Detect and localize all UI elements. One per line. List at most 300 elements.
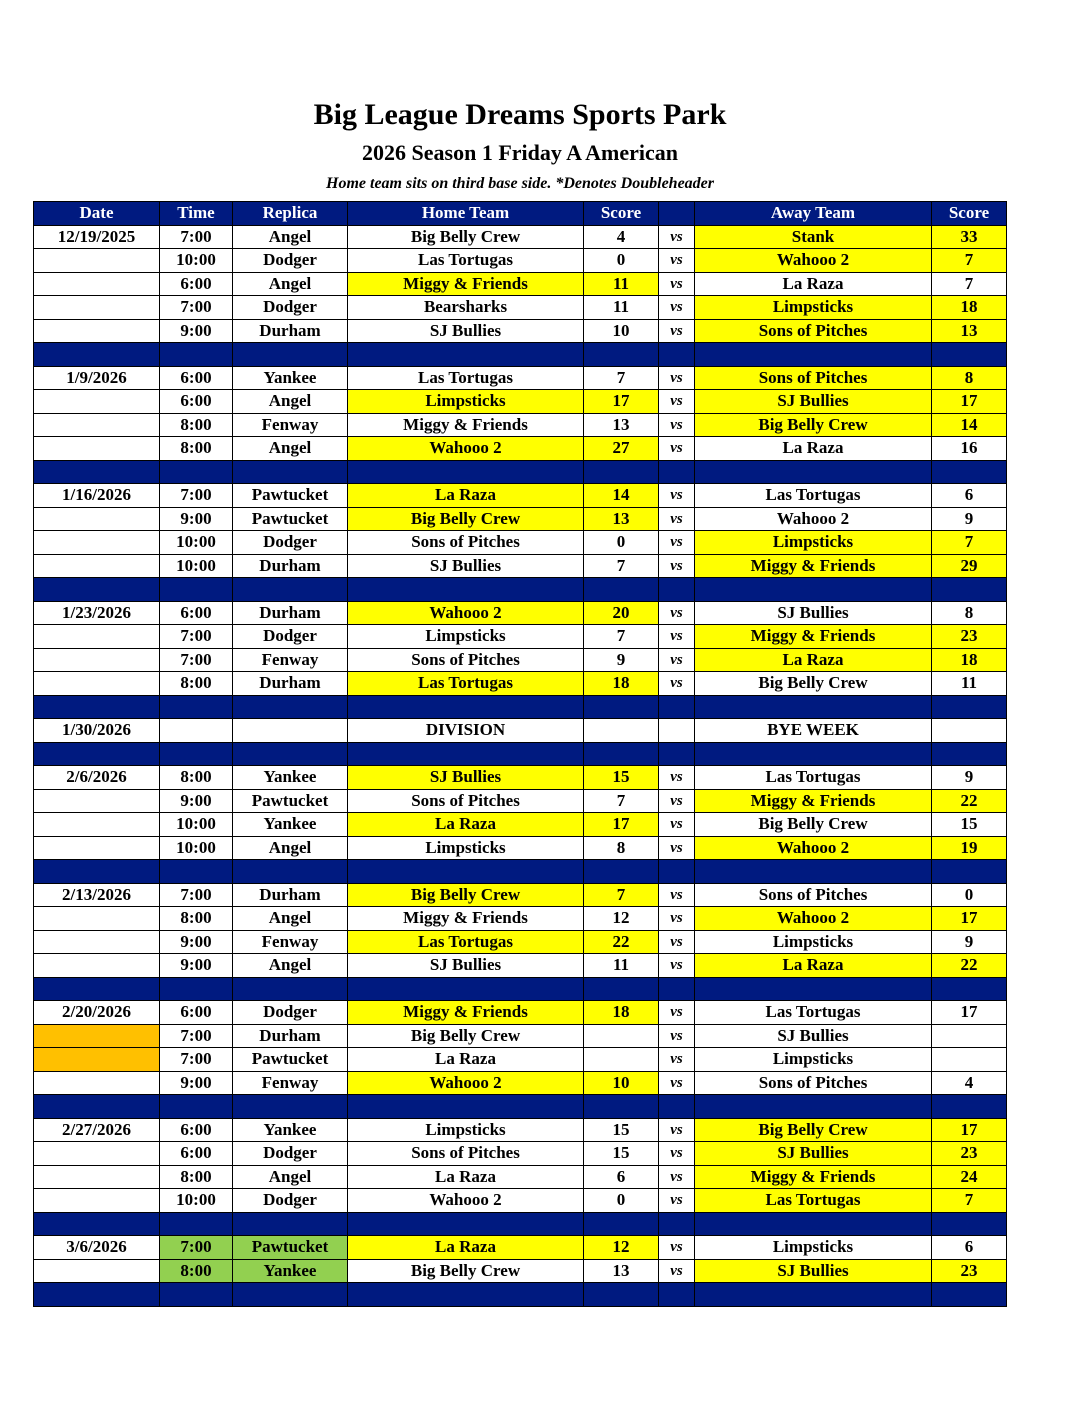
home-team-cell: Big Belly Crew [348,225,584,249]
away-score-cell: 6 [932,484,1007,508]
separator-cell [932,1212,1007,1236]
replica-cell: Dodger [233,1001,348,1025]
separator-cell [233,695,348,719]
away-score-cell: 23 [932,625,1007,649]
home-score-cell [584,719,659,743]
away-team-cell: Sons of Pitches [695,883,932,907]
away-score-cell: 22 [932,954,1007,978]
home-team-cell: Wahooo 2 [348,1071,584,1095]
away-team-cell: Wahooo 2 [695,907,932,931]
date-cell: 1/30/2026 [34,719,160,743]
table-row [34,719,1007,743]
away-team-cell: Big Belly Crew [695,813,932,837]
time-cell: 8:00 [160,672,233,696]
vs-cell: vs [659,1165,695,1189]
time-cell: 9:00 [160,507,233,531]
vs-cell: vs [659,1236,695,1260]
time-cell: 9:00 [160,930,233,954]
home-team-cell: Sons of Pitches [348,648,584,672]
home-score-cell: 15 [584,1118,659,1142]
away-score-cell: 9 [932,507,1007,531]
away-team-cell: La Raza [695,954,932,978]
away-score-cell: 14 [932,413,1007,437]
home-team-cell: Wahooo 2 [348,437,584,461]
separator-cell [659,343,695,367]
time-cell: 10:00 [160,554,233,578]
separator-row [34,578,1007,602]
separator-cell [932,977,1007,1001]
separator-cell [659,860,695,884]
separator-cell [348,860,584,884]
time-cell: 6:00 [160,366,233,390]
vs-cell: vs [659,813,695,837]
date-cell [34,531,160,555]
date-cell [34,813,160,837]
replica-cell: Durham [233,601,348,625]
table-row [34,1165,1007,1189]
replica-cell: Yankee [233,1118,348,1142]
home-score-cell: 14 [584,484,659,508]
separator-cell [932,578,1007,602]
col-header-away-score: Score [932,202,1007,226]
date-cell [34,1048,160,1072]
away-team-cell: Sons of Pitches [695,366,932,390]
separator-cell [233,1212,348,1236]
home-team-cell: Wahooo 2 [348,601,584,625]
replica-cell: Pawtucket [233,1048,348,1072]
separator-row [34,1212,1007,1236]
vs-cell: vs [659,1071,695,1095]
home-team-cell: Sons of Pitches [348,1142,584,1166]
replica-cell: Durham [233,672,348,696]
table-row [34,883,1007,907]
table-row [34,766,1007,790]
table-row [34,625,1007,649]
separator-cell [584,860,659,884]
away-team-cell: Las Tortugas [695,1189,932,1213]
separator-cell [233,1283,348,1307]
separator-cell [695,742,932,766]
separator-row [34,343,1007,367]
home-score-cell: 4 [584,225,659,249]
separator-cell [233,742,348,766]
home-score-cell: 18 [584,1001,659,1025]
separator-row [34,1095,1007,1119]
table-row [34,413,1007,437]
home-score-cell: 10 [584,319,659,343]
time-cell: 6:00 [160,1142,233,1166]
time-cell: 7:00 [160,648,233,672]
away-score-cell: 15 [932,813,1007,837]
separator-cell [160,1095,233,1119]
date-cell: 12/19/2025 [34,225,160,249]
home-score-cell: 8 [584,836,659,860]
away-team-cell: Wahooo 2 [695,507,932,531]
table-row [34,437,1007,461]
away-team-cell: SJ Bullies [695,1142,932,1166]
schedule-body [34,225,1007,1306]
table-row [34,672,1007,696]
table-row [34,1236,1007,1260]
separator-cell [34,860,160,884]
separator-cell [233,343,348,367]
table-row [34,1071,1007,1095]
home-score-cell: 15 [584,1142,659,1166]
vs-cell: vs [659,225,695,249]
table-row [34,296,1007,320]
home-score-cell: 7 [584,366,659,390]
home-score-cell: 20 [584,601,659,625]
vs-cell: vs [659,1048,695,1072]
home-team-cell: Miggy & Friends [348,413,584,437]
table-row [34,1259,1007,1283]
date-cell: 2/13/2026 [34,883,160,907]
replica-cell: Pawtucket [233,1236,348,1260]
separator-cell [695,860,932,884]
separator-cell [233,977,348,1001]
date-cell [34,1142,160,1166]
home-team-cell: Big Belly Crew [348,507,584,531]
separator-cell [348,343,584,367]
away-team-cell: Big Belly Crew [695,413,932,437]
separator-cell [659,578,695,602]
home-team-cell: La Raza [348,484,584,508]
separator-cell [160,977,233,1001]
replica-cell: Dodger [233,625,348,649]
away-team-cell: La Raza [695,437,932,461]
home-team-cell: Sons of Pitches [348,789,584,813]
separator-cell [584,742,659,766]
away-team-cell: Limpsticks [695,1236,932,1260]
date-cell [34,554,160,578]
table-row [34,1048,1007,1072]
replica-cell: Angel [233,954,348,978]
away-team-cell: SJ Bullies [695,1259,932,1283]
separator-cell [160,742,233,766]
separator-cell [584,578,659,602]
home-score-cell: 13 [584,1259,659,1283]
home-score-cell: 7 [584,554,659,578]
separator-cell [160,578,233,602]
away-team-cell: SJ Bullies [695,1024,932,1048]
away-score-cell: 18 [932,648,1007,672]
away-score-cell: 8 [932,601,1007,625]
col-header-away-team: Away Team [695,202,932,226]
vs-cell [659,719,695,743]
away-team-cell: Las Tortugas [695,484,932,508]
home-score-cell: 15 [584,766,659,790]
separator-cell [348,742,584,766]
home-score-cell: 7 [584,789,659,813]
separator-cell [348,1095,584,1119]
time-cell: 9:00 [160,954,233,978]
away-team-cell: Sons of Pitches [695,1071,932,1095]
separator-cell [34,1095,160,1119]
vs-cell: vs [659,954,695,978]
separator-cell [695,977,932,1001]
replica-cell: Pawtucket [233,789,348,813]
time-cell: 8:00 [160,413,233,437]
table-row [34,1118,1007,1142]
separator-cell [348,1212,584,1236]
time-cell: 9:00 [160,789,233,813]
home-team-cell: Miggy & Friends [348,907,584,931]
time-cell: 6:00 [160,272,233,296]
home-score-cell: 17 [584,390,659,414]
table-row [34,954,1007,978]
table-row [34,789,1007,813]
home-score-cell: 6 [584,1165,659,1189]
date-cell: 2/6/2026 [34,766,160,790]
home-score-cell: 9 [584,648,659,672]
replica-cell: Angel [233,437,348,461]
away-team-cell: Limpsticks [695,1048,932,1072]
col-header-home-team: Home Team [348,202,584,226]
separator-cell [932,695,1007,719]
away-score-cell [932,1024,1007,1048]
separator-cell [659,1212,695,1236]
away-score-cell: 23 [932,1259,1007,1283]
col-header-vs [659,202,695,226]
vs-cell: vs [659,907,695,931]
away-team-cell: Big Belly Crew [695,672,932,696]
home-score-cell: 11 [584,296,659,320]
time-cell: 10:00 [160,813,233,837]
away-score-cell: 33 [932,225,1007,249]
separator-cell [584,695,659,719]
home-team-cell: La Raza [348,813,584,837]
separator-cell [34,742,160,766]
home-score-cell: 10 [584,1071,659,1095]
separator-cell [348,1283,584,1307]
home-team-cell: Sons of Pitches [348,531,584,555]
home-score-cell: 22 [584,930,659,954]
home-team-cell: Las Tortugas [348,366,584,390]
table-row [34,1142,1007,1166]
home-team-cell: Limpsticks [348,625,584,649]
time-cell: 6:00 [160,1001,233,1025]
away-score-cell: 17 [932,1001,1007,1025]
time-cell: 10:00 [160,531,233,555]
separator-cell [233,578,348,602]
table-row [34,507,1007,531]
replica-cell: Fenway [233,1071,348,1095]
table-row [34,272,1007,296]
replica-cell: Pawtucket [233,507,348,531]
home-score-cell: 0 [584,1189,659,1213]
home-team-cell: SJ Bullies [348,319,584,343]
separator-cell [34,977,160,1001]
separator-row [34,742,1007,766]
separator-row [34,1283,1007,1307]
vs-cell: vs [659,601,695,625]
vs-cell: vs [659,507,695,531]
date-cell [34,1071,160,1095]
vs-cell: vs [659,1118,695,1142]
vs-cell: vs [659,1001,695,1025]
replica-cell: Yankee [233,1259,348,1283]
date-cell [34,648,160,672]
date-cell: 1/9/2026 [34,366,160,390]
separator-cell [695,1212,932,1236]
home-score-cell: 7 [584,625,659,649]
vs-cell: vs [659,272,695,296]
separator-cell [348,695,584,719]
vs-cell: vs [659,789,695,813]
table-row [34,930,1007,954]
col-header-replica: Replica [233,202,348,226]
away-team-cell: Miggy & Friends [695,1165,932,1189]
separator-cell [584,343,659,367]
replica-cell: Angel [233,272,348,296]
home-team-cell: Las Tortugas [348,249,584,273]
replica-cell: Angel [233,836,348,860]
date-cell [34,319,160,343]
separator-cell [932,343,1007,367]
separator-cell [584,1095,659,1119]
replica-cell: Fenway [233,930,348,954]
separator-cell [34,578,160,602]
separator-cell [233,1095,348,1119]
vs-cell: vs [659,296,695,320]
time-cell: 7:00 [160,625,233,649]
away-score-cell [932,719,1007,743]
away-team-cell: BYE WEEK [695,719,932,743]
home-score-cell: 12 [584,907,659,931]
vs-cell: vs [659,1142,695,1166]
home-team-cell: Big Belly Crew [348,1024,584,1048]
time-cell: 6:00 [160,601,233,625]
separator-cell [34,343,160,367]
date-cell [34,272,160,296]
separator-row [34,977,1007,1001]
table-row [34,813,1007,837]
vs-cell: vs [659,930,695,954]
separator-row [34,860,1007,884]
away-score-cell: 24 [932,1165,1007,1189]
table-row [34,1024,1007,1048]
date-cell [34,625,160,649]
time-cell: 7:00 [160,484,233,508]
time-cell: 7:00 [160,883,233,907]
away-score-cell: 16 [932,437,1007,461]
separator-row [34,460,1007,484]
col-header-date: Date [34,202,160,226]
table-row [34,836,1007,860]
date-cell [34,437,160,461]
away-team-cell: Wahooo 2 [695,836,932,860]
separator-cell [695,695,932,719]
separator-cell [695,578,932,602]
away-team-cell: Limpsticks [695,531,932,555]
table-row [34,1001,1007,1025]
home-score-cell: 27 [584,437,659,461]
time-cell: 8:00 [160,766,233,790]
separator-cell [932,860,1007,884]
vs-cell: vs [659,366,695,390]
date-cell [34,789,160,813]
away-team-cell: La Raza [695,272,932,296]
table-row [34,390,1007,414]
home-score-cell [584,1048,659,1072]
replica-cell: Angel [233,390,348,414]
date-cell [34,930,160,954]
vs-cell: vs [659,648,695,672]
separator-cell [160,1283,233,1307]
replica-cell: Dodger [233,1189,348,1213]
away-team-cell: SJ Bullies [695,601,932,625]
replica-cell: Dodger [233,1142,348,1166]
away-score-cell: 4 [932,1071,1007,1095]
away-score-cell: 18 [932,296,1007,320]
date-cell [34,907,160,931]
home-team-cell: Big Belly Crew [348,1259,584,1283]
vs-cell: vs [659,484,695,508]
away-score-cell: 9 [932,930,1007,954]
vs-cell: vs [659,836,695,860]
date-cell [34,1259,160,1283]
away-score-cell: 7 [932,272,1007,296]
home-score-cell: 0 [584,531,659,555]
replica-cell: Angel [233,225,348,249]
date-cell [34,296,160,320]
away-team-cell: La Raza [695,648,932,672]
vs-cell: vs [659,319,695,343]
vs-cell: vs [659,249,695,273]
away-team-cell: SJ Bullies [695,390,932,414]
home-score-cell: 18 [584,672,659,696]
time-cell: 7:00 [160,296,233,320]
away-team-cell: Big Belly Crew [695,1118,932,1142]
away-score-cell: 0 [932,883,1007,907]
separator-cell [34,460,160,484]
replica-cell: Dodger [233,531,348,555]
table-row [34,319,1007,343]
vs-cell: vs [659,766,695,790]
vs-cell: vs [659,672,695,696]
home-score-cell: 17 [584,813,659,837]
home-team-cell: Miggy & Friends [348,272,584,296]
time-cell: 10:00 [160,836,233,860]
vs-cell: vs [659,1259,695,1283]
time-cell: 7:00 [160,1024,233,1048]
date-cell [34,1165,160,1189]
away-team-cell: Stank [695,225,932,249]
page-note: Home team sits on third base side. *Denotes Doubleheader [326,175,714,192]
home-score-cell: 13 [584,413,659,437]
table-row [34,1189,1007,1213]
time-cell: 7:00 [160,1236,233,1260]
away-score-cell: 7 [932,1189,1007,1213]
separator-cell [659,742,695,766]
separator-cell [584,460,659,484]
separator-cell [659,1283,695,1307]
time-cell: 8:00 [160,907,233,931]
away-score-cell: 7 [932,531,1007,555]
separator-row [34,695,1007,719]
date-cell [34,672,160,696]
away-score-cell: 19 [932,836,1007,860]
date-cell: 2/20/2026 [34,1001,160,1025]
home-team-cell: La Raza [348,1236,584,1260]
vs-cell: vs [659,1189,695,1213]
replica-cell: Yankee [233,813,348,837]
time-cell: 8:00 [160,437,233,461]
separator-cell [160,1212,233,1236]
away-team-cell: Limpsticks [695,930,932,954]
date-cell [34,1189,160,1213]
table-row [34,249,1007,273]
